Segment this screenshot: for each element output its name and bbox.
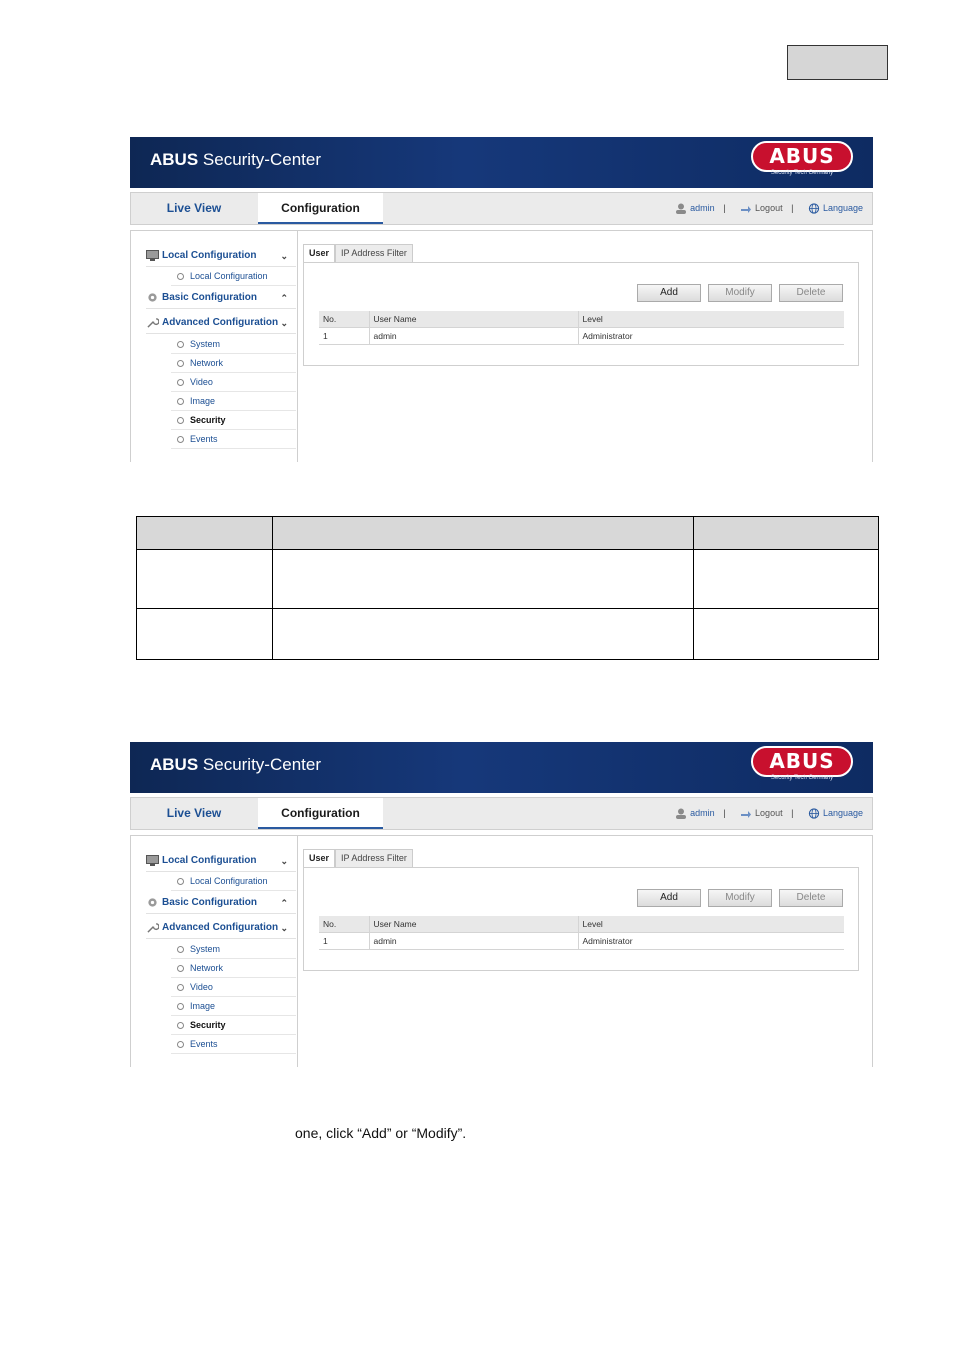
column-header: Level <box>578 916 844 933</box>
table-cell: admin <box>369 933 578 950</box>
tab-configuration[interactable]: Configuration <box>258 798 383 829</box>
user-panel <box>303 867 859 971</box>
app-title: ABUS Security-Center <box>150 150 321 169</box>
abus-logo: ABUS <box>751 746 853 777</box>
sidebar-local-configuration[interactable]: Local Configuration ⌄ <box>146 851 296 872</box>
delete-button[interactable]: Delete <box>779 889 843 907</box>
monitor-icon <box>146 855 159 866</box>
sidebar-item-network[interactable]: Network <box>171 959 296 978</box>
sidebar-item-local-configuration[interactable]: Local Configuration <box>171 267 296 286</box>
abus-logo: ABUS <box>751 141 853 172</box>
logo-tagline: Security Tech Germany <box>770 775 834 781</box>
table-row[interactable] <box>319 933 844 950</box>
user-panel <box>303 262 859 366</box>
tab-configuration[interactable]: Configuration <box>258 193 383 224</box>
column-header: No. <box>319 311 369 328</box>
sidebar-item-image[interactable]: Image <box>171 997 296 1016</box>
logout-icon <box>740 203 752 214</box>
gear-icon <box>146 292 159 303</box>
tab-ip-address-filter[interactable]: IP Address Filter <box>335 849 413 867</box>
user-table <box>319 311 844 345</box>
sidebar-item-system[interactable]: System <box>171 940 296 959</box>
user-icon <box>675 808 687 819</box>
sidebar-item-video[interactable]: Video <box>171 978 296 997</box>
table-cell: 1 <box>319 328 369 345</box>
header-grey-box <box>787 45 888 80</box>
gear-icon <box>146 897 159 908</box>
main-panel <box>303 836 863 1067</box>
sidebar <box>131 231 298 462</box>
tab-live-view[interactable]: Live View <box>166 806 222 820</box>
table-row[interactable] <box>319 328 844 345</box>
sidebar-item-security[interactable]: Security <box>171 1016 296 1035</box>
screenshot-1 <box>130 137 873 462</box>
logout-icon <box>740 808 752 819</box>
screenshot-2 <box>130 742 873 1067</box>
add-button[interactable]: Add <box>637 889 701 907</box>
logout-link[interactable]: Logout <box>755 808 783 818</box>
sidebar-item-system[interactable]: System <box>171 335 296 354</box>
user-bar: admin | Logout | Language <box>669 193 863 224</box>
table-header-row <box>137 517 879 550</box>
sidebar-basic-configuration[interactable]: Basic Configuration ⌃ <box>146 893 296 914</box>
user-bar: admin | Logout | Language <box>669 798 863 829</box>
chevron-down-icon: ⌄ <box>280 251 288 261</box>
user-table <box>319 916 844 950</box>
add-button[interactable]: Add <box>637 284 701 302</box>
logout-link[interactable]: Logout <box>755 203 783 213</box>
delete-button[interactable]: Delete <box>779 284 843 302</box>
user-icon <box>675 203 687 214</box>
sidebar-item-network[interactable]: Network <box>171 354 296 373</box>
wrench-icon <box>146 922 159 933</box>
table-header-row <box>319 916 844 933</box>
banner <box>130 137 873 188</box>
chevron-up-icon: ⌃ <box>280 293 288 303</box>
banner <box>130 742 873 793</box>
table-cell: Administrator <box>578 933 844 950</box>
sidebar <box>131 836 298 1067</box>
sidebar-local-configuration[interactable]: Local Configuration ⌄ <box>146 246 296 267</box>
column-header: User Name <box>369 916 578 933</box>
table-row <box>137 550 879 609</box>
globe-icon <box>808 808 820 819</box>
user-link[interactable]: admin <box>690 203 715 213</box>
logo-tagline: Security Tech Germany <box>770 170 834 176</box>
chevron-down-icon: ⌄ <box>280 923 288 933</box>
sidebar-item-events[interactable]: Events <box>171 430 296 449</box>
top-nav <box>130 797 873 830</box>
sidebar-item-events[interactable]: Events <box>171 1035 296 1054</box>
table-header-row <box>319 311 844 328</box>
language-link[interactable]: Language <box>822 808 863 818</box>
chevron-down-icon: ⌄ <box>280 856 288 866</box>
sidebar-advanced-configuration[interactable]: Advanced Configuration ⌄ <box>146 918 296 939</box>
config-content <box>130 835 873 1067</box>
config-content <box>130 230 873 462</box>
column-header: No. <box>319 916 369 933</box>
sidebar-item-security[interactable]: Security <box>171 411 296 430</box>
monitor-icon <box>146 250 159 261</box>
app-title: ABUS Security-Center <box>150 755 321 774</box>
table-cell: admin <box>369 328 578 345</box>
main-panel <box>303 231 863 462</box>
tab-ip-address-filter[interactable]: IP Address Filter <box>335 244 413 262</box>
column-header: User Name <box>369 311 578 328</box>
table-cell: 1 <box>319 933 369 950</box>
tab-user[interactable]: User <box>303 244 335 262</box>
modify-button[interactable]: Modify <box>708 889 772 907</box>
column-header: Level <box>578 311 844 328</box>
modify-button[interactable]: Modify <box>708 284 772 302</box>
chevron-down-icon: ⌄ <box>280 318 288 328</box>
table-cell: Administrator <box>578 328 844 345</box>
document-table <box>136 516 879 660</box>
table-row <box>137 609 879 660</box>
sidebar-item-image[interactable]: Image <box>171 392 296 411</box>
tab-user[interactable]: User <box>303 849 335 867</box>
wrench-icon <box>146 317 159 328</box>
top-nav <box>130 192 873 225</box>
sidebar-item-local-configuration[interactable]: Local Configuration <box>171 872 296 891</box>
sidebar-basic-configuration[interactable]: Basic Configuration ⌃ <box>146 288 296 309</box>
tab-live-view[interactable]: Live View <box>166 201 222 215</box>
user-link[interactable]: admin <box>690 808 715 818</box>
sidebar-item-video[interactable]: Video <box>171 373 296 392</box>
chevron-up-icon: ⌃ <box>280 898 288 908</box>
globe-icon <box>808 203 820 214</box>
sidebar-advanced-configuration[interactable]: Advanced Configuration ⌄ <box>146 313 296 334</box>
body-text: one, click “Add” or “Modify”. <box>295 1125 467 1141</box>
language-link[interactable]: Language <box>822 203 863 213</box>
